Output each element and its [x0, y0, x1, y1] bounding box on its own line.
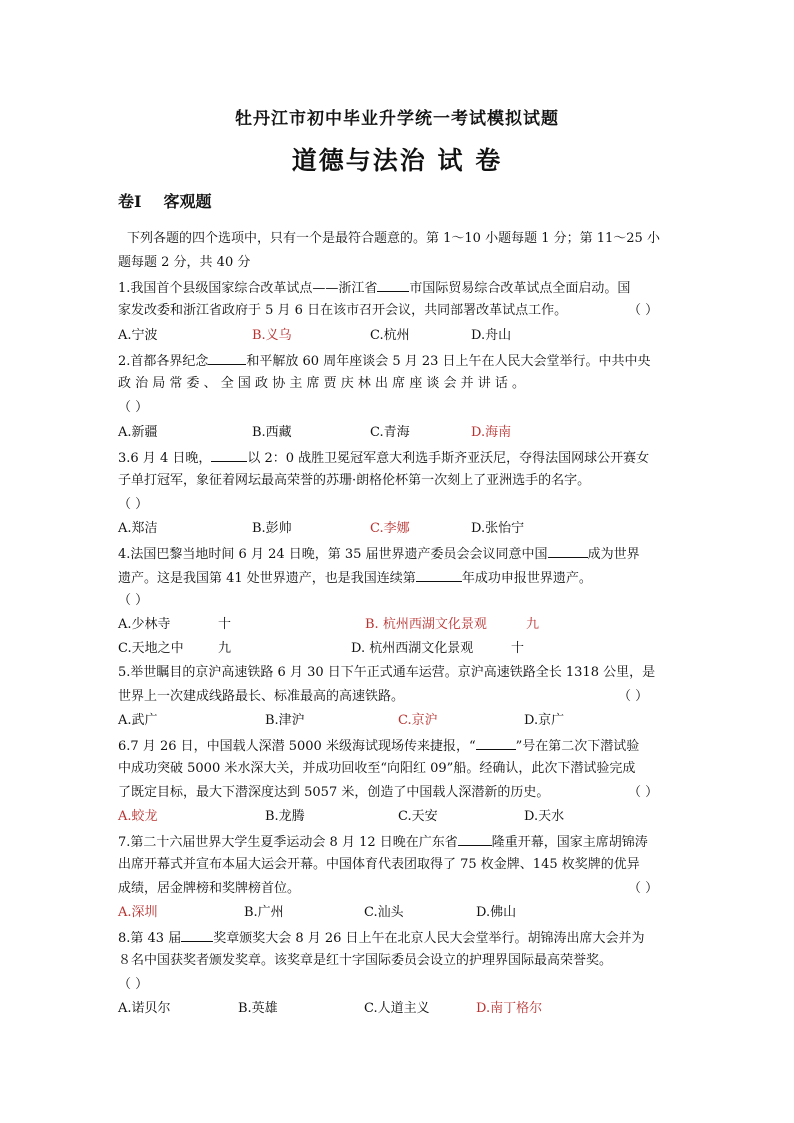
- q2-text-b: 和平解放 60 周年座谈会 5 月 23 日上午在人民大会堂举行。中共中央: [246, 354, 651, 369]
- q3-option-b: B.彭帅: [252, 521, 292, 536]
- q8-text-b: 奖章颁奖大会 8 月 26 日上午在北京人民大会堂举行。胡锦涛出席大会并为: [213, 931, 645, 946]
- q8-option-a: A.诺贝尔: [118, 1001, 171, 1016]
- q4-option-b: B. 杭州西湖文化景观: [365, 617, 487, 632]
- answer-blank: [208, 350, 246, 365]
- instructions-line-1: 下列各题的四个选项中，只有一个是最符合题意的。第 1～10 小题每题 1 分；第 11～25 小: [127, 231, 660, 246]
- q1-option-a: A.宁波: [118, 328, 158, 343]
- q6-text-d: 了既定目标，最大下潜深度达到 5057 米，创造了中国载人深潜新的历史。: [118, 785, 550, 800]
- question-3-line-2: 子单打冠军，象征着网坛最高荣誉的苏珊·朗格伦杯第一次刻上了亚洲选手的名字。: [118, 473, 591, 488]
- q7-text-b: 隆重开幕，国家主席胡锦涛: [491, 835, 648, 850]
- question-5-line-1: 5.举世瞩目的京沪高速铁路 6 月 30 日下午正式通车运营。京沪高速铁路全长 1318 公里，是: [118, 665, 656, 680]
- q4-option-a: A.少林寺: [118, 617, 171, 632]
- q8-option-b: B.英雄: [238, 1001, 278, 1016]
- answer-blank: [476, 735, 516, 750]
- q3-option-a: A.郑洁: [118, 521, 158, 536]
- q2-option-b: B.西藏: [252, 425, 292, 440]
- question-4-line-1: [118, 543, 676, 565]
- q6-option-a: A.蛟龙: [118, 809, 158, 824]
- q2-option-a: A.新疆: [118, 425, 158, 440]
- question-2-parentheses: （ ）: [118, 400, 149, 415]
- q8-option-d: D.南丁格尔: [476, 1001, 543, 1016]
- q8-text-a: 8.第 43 届: [118, 931, 182, 946]
- q4-text-c: 遗产。这是我国第 41 处世界遗产，也是我国连续第: [118, 571, 416, 586]
- q6-option-b: B.龙腾: [265, 809, 305, 824]
- answer-parentheses: （ ）: [628, 881, 659, 896]
- q7-option-c: C.汕头: [364, 905, 404, 920]
- answer-blank: [377, 277, 409, 292]
- q1-text-c: 家发改委和浙江省政府于 5 月 6 日在该市召开会议，共同部署改革试点工作。: [118, 303, 568, 318]
- q3-option-d: D.张怡宁: [471, 521, 525, 536]
- question-8-parentheses: （ ）: [118, 977, 149, 992]
- q7-option-d: D.佛山: [476, 905, 517, 920]
- q7-option-b: B.广州: [244, 905, 284, 920]
- question-7-line-2: 出席开幕式并宣布本届大运会开幕。中国体育代表团取得了 75 枚金牌、145 枚奖牌的优异: [118, 857, 640, 872]
- q7-text-a: 7.第二十六届世界大学生夏季运动会 8 月 12 日晚在广东省: [118, 835, 458, 850]
- q1-text-b: 市国际贸易综合改革试点全面启动。国: [409, 281, 631, 296]
- answer-blank: [548, 543, 588, 558]
- q2-text-a: 2.首都各界纪念: [118, 354, 209, 369]
- q7-text-d: 成绩，居金牌榜和奖牌榜首位。: [118, 881, 301, 896]
- question-5-line-2: [118, 687, 676, 707]
- q4-option-c-count: 九: [218, 641, 232, 656]
- question-8-line-2: ８名中国获奖者颁发奖章。该奖章是红十字国际委员会设立的护理界国际最高荣誉奖。: [118, 953, 613, 968]
- question-1-line-2: [118, 301, 676, 321]
- q5-text-b: 世界上一次建成线路最长、标准最高的高速铁路。: [118, 689, 405, 704]
- q3-option-c: C.李娜: [370, 521, 410, 536]
- question-2-line-2: 政 治 局 常 委 、 全 国 政 协 主 席 贾 庆 林 出 席 座 谈 会 并 讲 话 。: [118, 376, 526, 391]
- exam-title: 道德与法治 试 卷: [291, 146, 503, 175]
- question-4-line-2: [118, 567, 676, 589]
- q4-option-d-count: 十: [511, 641, 525, 656]
- question-7-line-1: [118, 831, 676, 853]
- answer-parentheses: （ ）: [628, 785, 659, 800]
- q8-option-c: C.人道主义: [364, 1001, 430, 1016]
- q4-text-b: 成为世界: [587, 547, 640, 562]
- question-2-line-1: [118, 350, 676, 372]
- q2-option-c: C.青海: [370, 425, 410, 440]
- q2-option-d: D.海南: [471, 425, 512, 440]
- q4-option-d: D. 杭州西湖文化景观: [351, 641, 474, 656]
- question-3-parentheses: （ ）: [118, 497, 149, 512]
- question-6-line-3: [118, 783, 676, 803]
- q4-option-b-count: 九: [526, 617, 540, 632]
- q5-option-a: A.武广: [118, 713, 158, 728]
- section-heading: [118, 189, 212, 212]
- q5-option-c: C.京沪: [398, 713, 438, 728]
- answer-blank: [416, 567, 462, 582]
- answer-parentheses: （ ）: [628, 303, 659, 318]
- q6-option-c: C.天安: [398, 809, 438, 824]
- q5-option-d: D.京广: [524, 713, 565, 728]
- q1-option-b: B.义乌: [252, 328, 292, 343]
- q4-text-d: 年成功申报世界遗产。: [461, 571, 592, 586]
- q7-option-a: A.深圳: [118, 905, 158, 920]
- q1-text-a: 1.我国首个县级国家综合改革试点——浙江省: [118, 281, 378, 296]
- q6-option-d: D.天水: [524, 809, 565, 824]
- q5-option-b: B.津沪: [265, 713, 305, 728]
- q3-text-a: 3.6 月 4 日晚，: [118, 451, 212, 466]
- q1-option-c: C.杭州: [370, 328, 410, 343]
- exam-subtitle: 牡丹江市初中毕业升学统一考试模拟试题: [235, 109, 559, 129]
- question-4-parentheses: （ ）: [118, 593, 149, 608]
- section-number: 卷Ⅰ: [118, 192, 142, 211]
- q3-text-b: 以 2：0 战胜卫冕冠军意大利选手斯齐亚沃尼，夺得法国网球公开赛女: [247, 451, 650, 466]
- instructions-line-2: 题每题 2 分，共 40 分: [118, 255, 251, 270]
- question-6-line-2: 中成功突破 5000 米水深大关，并成功回收至“向阳红 09”船。经确认，此次下潜试验完成: [118, 761, 636, 776]
- answer-blank: [458, 831, 492, 846]
- section-name: 客观题: [163, 192, 212, 211]
- q1-option-d: D.舟山: [471, 328, 512, 343]
- answer-blank: [211, 447, 247, 462]
- q4-text-a: 4.法国巴黎当地时间 6 月 24 日晚，第 35 届世界遗产委员会会议同意中国: [118, 547, 548, 562]
- answer-blank: [181, 927, 213, 942]
- q4-option-c: C.天地之中: [118, 641, 184, 656]
- question-8-line-1: [118, 927, 676, 949]
- question-6-line-1: [118, 735, 676, 757]
- q6-text-a: 6.7 月 26 日，中国载人深潜 5000 米级海试现场传来捷报，“: [118, 739, 476, 754]
- question-7-line-3: [118, 879, 676, 899]
- question-3-line-1: [118, 447, 676, 469]
- q6-text-b: ”号在第二次下潜试验: [515, 739, 640, 754]
- answer-parentheses: （ ）: [618, 689, 649, 704]
- q4-option-a-count: 十: [218, 617, 232, 632]
- question-1-line-1: [118, 277, 676, 299]
